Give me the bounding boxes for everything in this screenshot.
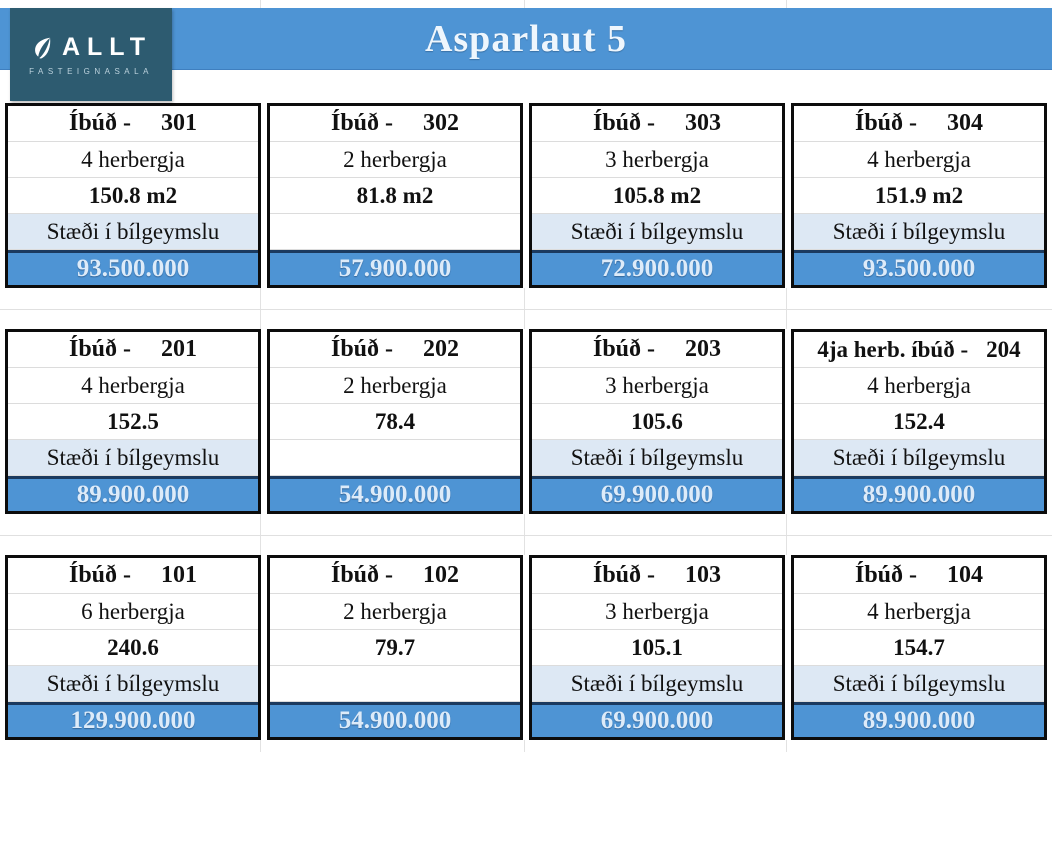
unit-rooms: 4 herbergja [794, 142, 1044, 178]
unit-rooms: 4 herbergja [8, 368, 258, 404]
unit-rooms: 2 herbergja [270, 368, 520, 404]
apartment-card-304 [791, 103, 1047, 288]
unit-area: 154.7 [794, 630, 1044, 666]
floor-1-row [0, 555, 1052, 740]
unit-parking: Stæði í bílgeymslu [532, 214, 782, 250]
unit-title-prefix: Íbúð - [330, 336, 394, 362]
unit-title-prefix: Íbúð - [592, 336, 656, 362]
unit-parking: Stæði í bílgeymslu [532, 440, 782, 476]
unit-number: 201 [161, 336, 198, 362]
unit-price: 72.900.000 [532, 250, 782, 285]
unit-parking: Stæði í bílgeymslu [8, 666, 258, 702]
unit-title [794, 558, 1044, 594]
unit-parking: Stæði í bílgeymslu [8, 440, 258, 476]
apartment-card-303 [529, 103, 785, 288]
unit-area: 78.4 [270, 404, 520, 440]
unit-title-prefix: Íbúð - [592, 110, 656, 136]
unit-price: 54.900.000 [270, 476, 520, 511]
unit-area: 81.8 m2 [270, 178, 520, 214]
unit-number: 103 [685, 562, 722, 588]
unit-number: 204 [986, 336, 1021, 362]
apartment-card-101 [5, 555, 261, 740]
unit-title-prefix: Íbúð - [68, 110, 132, 136]
unit-number: 303 [685, 110, 722, 136]
unit-title [532, 106, 782, 142]
unit-rooms: 3 herbergja [532, 142, 782, 178]
unit-title [532, 558, 782, 594]
unit-parking: Stæði í bílgeymslu [532, 666, 782, 702]
unit-area: 150.8 m2 [8, 178, 258, 214]
unit-parking [270, 440, 520, 476]
unit-price: 69.900.000 [532, 702, 782, 737]
unit-price: 57.900.000 [270, 250, 520, 285]
unit-area: 105.1 [532, 630, 782, 666]
sheet-header [0, 8, 1052, 103]
unit-number: 203 [685, 336, 722, 362]
unit-area: 105.8 m2 [532, 178, 782, 214]
unit-title [794, 106, 1044, 142]
unit-rooms: 2 herbergja [270, 142, 520, 178]
unit-title [8, 332, 258, 368]
sheet-top-gridlines [0, 0, 1052, 8]
unit-price: 89.900.000 [8, 476, 258, 511]
unit-rooms: 6 herbergja [8, 594, 258, 630]
unit-number: 301 [161, 110, 198, 136]
apartment-card-301 [5, 103, 261, 288]
unit-number: 101 [161, 562, 198, 588]
unit-title [270, 332, 520, 368]
unit-parking [270, 214, 520, 250]
unit-rooms: 3 herbergja [532, 594, 782, 630]
unit-rooms: 3 herbergja [532, 368, 782, 404]
unit-number: 302 [423, 110, 460, 136]
unit-area: 152.4 [794, 404, 1044, 440]
logo-subtitle-text: FASTEIGNASALA [29, 67, 153, 76]
unit-area: 105.6 [532, 404, 782, 440]
page-title: Asparlaut 5 [424, 17, 628, 60]
unit-parking: Stæði í bílgeymslu [794, 666, 1044, 702]
unit-area: 152.5 [8, 404, 258, 440]
apartment-card-203 [529, 329, 785, 514]
unit-price: 93.500.000 [8, 250, 258, 285]
apartment-card-102 [267, 555, 523, 740]
unit-title-prefix: Íbúð - [592, 562, 656, 588]
apartment-card-104 [791, 555, 1047, 740]
unit-rooms: 4 herbergja [794, 368, 1044, 404]
floor-3-row [0, 103, 1052, 288]
unit-title-prefix: Íbúð - [330, 562, 394, 588]
unit-title [794, 332, 1044, 368]
apartment-card-302 [267, 103, 523, 288]
unit-title-prefix: Íbúð - [854, 110, 918, 136]
floor-2-row [0, 329, 1052, 514]
unit-price: 54.900.000 [270, 702, 520, 737]
unit-title [270, 558, 520, 594]
unit-rooms: 4 herbergja [794, 594, 1044, 630]
apartment-card-201 [5, 329, 261, 514]
sheet-gridline-gap [0, 288, 1052, 329]
unit-number: 304 [947, 110, 984, 136]
unit-price: 89.900.000 [794, 476, 1044, 511]
unit-parking: Stæði í bílgeymslu [794, 440, 1044, 476]
unit-title [532, 332, 782, 368]
unit-parking: Stæði í bílgeymslu [8, 214, 258, 250]
unit-title-prefix: Íbúð - [854, 562, 918, 588]
unit-title-prefix: Íbúð - [68, 336, 132, 362]
logo-brand-text: ALLT [61, 33, 152, 61]
apartment-card-103 [529, 555, 785, 740]
unit-number: 202 [423, 336, 460, 362]
leaf-icon [30, 35, 56, 61]
unit-area: 79.7 [270, 630, 520, 666]
unit-number: 104 [947, 562, 984, 588]
unit-area: 240.6 [8, 630, 258, 666]
unit-price: 69.900.000 [532, 476, 782, 511]
sheet-bottom-gridlines [0, 740, 1052, 752]
unit-title [270, 106, 520, 142]
apartment-card-202 [267, 329, 523, 514]
unit-title [8, 558, 258, 594]
unit-title-prefix: Íbúð - [330, 110, 394, 136]
unit-parking: Stæði í bílgeymslu [794, 214, 1044, 250]
apartment-card-204 [791, 329, 1047, 514]
unit-number: 102 [423, 562, 460, 588]
unit-rooms: 2 herbergja [270, 594, 520, 630]
sheet-gridline-gap [0, 514, 1052, 555]
unit-title [8, 106, 258, 142]
unit-title-prefix: 4ja herb. íbúð - [817, 336, 969, 362]
unit-price: 93.500.000 [794, 250, 1044, 285]
unit-price: 129.900.000 [8, 702, 258, 737]
unit-parking [270, 666, 520, 702]
unit-rooms: 4 herbergja [8, 142, 258, 178]
agency-logo [10, 8, 172, 101]
unit-title-prefix: Íbúð - [68, 562, 132, 588]
unit-area: 151.9 m2 [794, 178, 1044, 214]
unit-price: 89.900.000 [794, 702, 1044, 737]
